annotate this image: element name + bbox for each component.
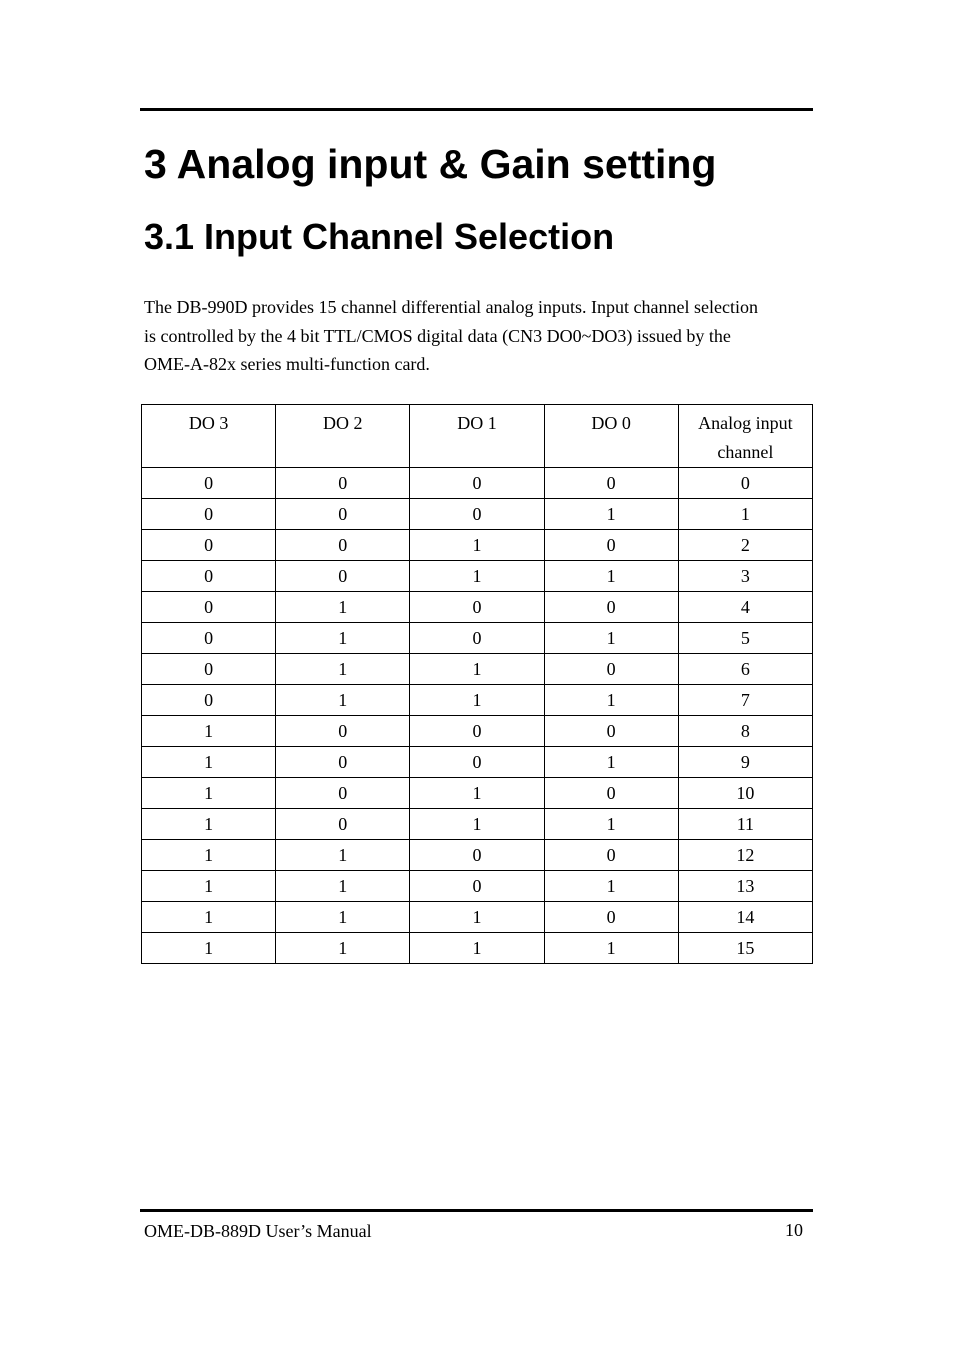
table-cell: 0 [410, 499, 544, 530]
footer-manual-title: OME-DB-889D User’s Manual [144, 1221, 372, 1241]
table-cell: 11 [678, 809, 812, 840]
table-cell: 8 [678, 716, 812, 747]
table-cell: 1 [544, 933, 678, 964]
table-row [142, 716, 813, 747]
page-number: 10 [785, 1220, 803, 1240]
table-cell: 15 [678, 933, 812, 964]
table-cell: 0 [544, 654, 678, 685]
table-row [142, 592, 813, 623]
table-cell: 0 [276, 809, 410, 840]
table-row [142, 561, 813, 592]
table-cell: 1 [678, 499, 812, 530]
table-cell: 0 [276, 561, 410, 592]
table-cell: 1 [410, 933, 544, 964]
header-analog-input-channel: Analog input channel [678, 405, 812, 468]
table-cell: 0 [410, 592, 544, 623]
table-cell: 1 [544, 499, 678, 530]
table-cell: 0 [544, 840, 678, 871]
table-cell: 1 [544, 561, 678, 592]
table-cell: 1 [142, 871, 276, 902]
table-cell: 1 [142, 716, 276, 747]
table-cell: 1 [276, 592, 410, 623]
table-row [142, 933, 813, 964]
table-cell: 0 [142, 592, 276, 623]
table-cell: 0 [142, 561, 276, 592]
table-cell: 3 [678, 561, 812, 592]
table-cell: 0 [410, 623, 544, 654]
table-cell: 0 [276, 716, 410, 747]
table-row [142, 747, 813, 778]
chapter-title: 3 Analog input & Gain setting [144, 141, 717, 187]
table-cell: 0 [544, 778, 678, 809]
table-cell: 13 [678, 871, 812, 902]
table-cell: 0 [544, 530, 678, 561]
table-row [142, 871, 813, 902]
table-cell: 12 [678, 840, 812, 871]
table-cell: 1 [410, 654, 544, 685]
table-cell: 0 [544, 902, 678, 933]
table-cell: 1 [142, 747, 276, 778]
table-cell: 0 [142, 530, 276, 561]
table-cell: 1 [410, 685, 544, 716]
table-row [142, 902, 813, 933]
table-cell: 1 [544, 685, 678, 716]
table-cell: 0 [142, 623, 276, 654]
table-cell: 0 [276, 468, 410, 499]
table-cell: 1 [276, 933, 410, 964]
table-cell: 1 [410, 530, 544, 561]
header-rule [140, 108, 813, 111]
table-row [142, 530, 813, 561]
intro-line: OME-A-82x series multi-function card. [144, 354, 430, 374]
table-cell: 1 [142, 902, 276, 933]
table-cell: 0 [142, 468, 276, 499]
table-cell: 9 [678, 747, 812, 778]
table-body [142, 468, 813, 964]
table-cell: 1 [410, 778, 544, 809]
table-cell: 0 [142, 654, 276, 685]
table-cell: 0 [678, 468, 812, 499]
header-do3: DO 3 [142, 405, 276, 468]
table-cell: 1 [544, 623, 678, 654]
table-cell: 0 [544, 716, 678, 747]
table-row [142, 468, 813, 499]
table-cell: 14 [678, 902, 812, 933]
table-cell: 0 [276, 747, 410, 778]
table-row [142, 499, 813, 530]
table-cell: 0 [276, 530, 410, 561]
table-row [142, 840, 813, 871]
table-row [142, 654, 813, 685]
table-cell: 2 [678, 530, 812, 561]
header-do0: DO 0 [544, 405, 678, 468]
table-cell: 1 [276, 623, 410, 654]
table-cell: 1 [142, 933, 276, 964]
table-cell: 1 [276, 840, 410, 871]
intro-line: The DB-990D provides 15 channel differential analog inputs. Input channel selection [144, 297, 758, 317]
table-cell: 4 [678, 592, 812, 623]
table-cell: 1 [544, 809, 678, 840]
table-cell: 1 [544, 871, 678, 902]
intro-line: is controlled by the 4 bit TTL/CMOS digital data (CN3 DO0~DO3) issued by the [144, 325, 731, 346]
section-title: 3.1 Input Channel Selection [144, 216, 615, 257]
header-do1: DO 1 [410, 405, 544, 468]
table-cell: 7 [678, 685, 812, 716]
table-cell: 0 [410, 716, 544, 747]
intro-paragraph [144, 293, 816, 379]
channel-selection-table [141, 404, 813, 964]
table-cell: 0 [142, 499, 276, 530]
table-cell: 0 [544, 592, 678, 623]
table-cell: 0 [276, 778, 410, 809]
table-cell: 10 [678, 778, 812, 809]
header-do2: DO 2 [276, 405, 410, 468]
table-cell: 0 [276, 499, 410, 530]
table-cell: 0 [410, 468, 544, 499]
table-cell: 0 [142, 685, 276, 716]
table-cell: 5 [678, 623, 812, 654]
table-cell: 6 [678, 654, 812, 685]
table-cell: 1 [142, 840, 276, 871]
table-row [142, 809, 813, 840]
table-header-row [142, 405, 813, 468]
table-cell: 1 [142, 778, 276, 809]
table-cell: 1 [276, 685, 410, 716]
table-cell: 1 [276, 902, 410, 933]
table-cell: 1 [142, 809, 276, 840]
table-cell: 1 [410, 902, 544, 933]
table-cell: 1 [544, 747, 678, 778]
table-cell: 1 [410, 809, 544, 840]
table-cell: 1 [276, 654, 410, 685]
table-cell: 0 [410, 871, 544, 902]
table-cell: 1 [410, 561, 544, 592]
table-cell: 1 [276, 871, 410, 902]
table-cell: 0 [410, 840, 544, 871]
table-row [142, 778, 813, 809]
table-row [142, 685, 813, 716]
table-cell: 0 [410, 747, 544, 778]
footer-rule [140, 1209, 813, 1212]
table-row [142, 623, 813, 654]
table-cell: 0 [544, 468, 678, 499]
